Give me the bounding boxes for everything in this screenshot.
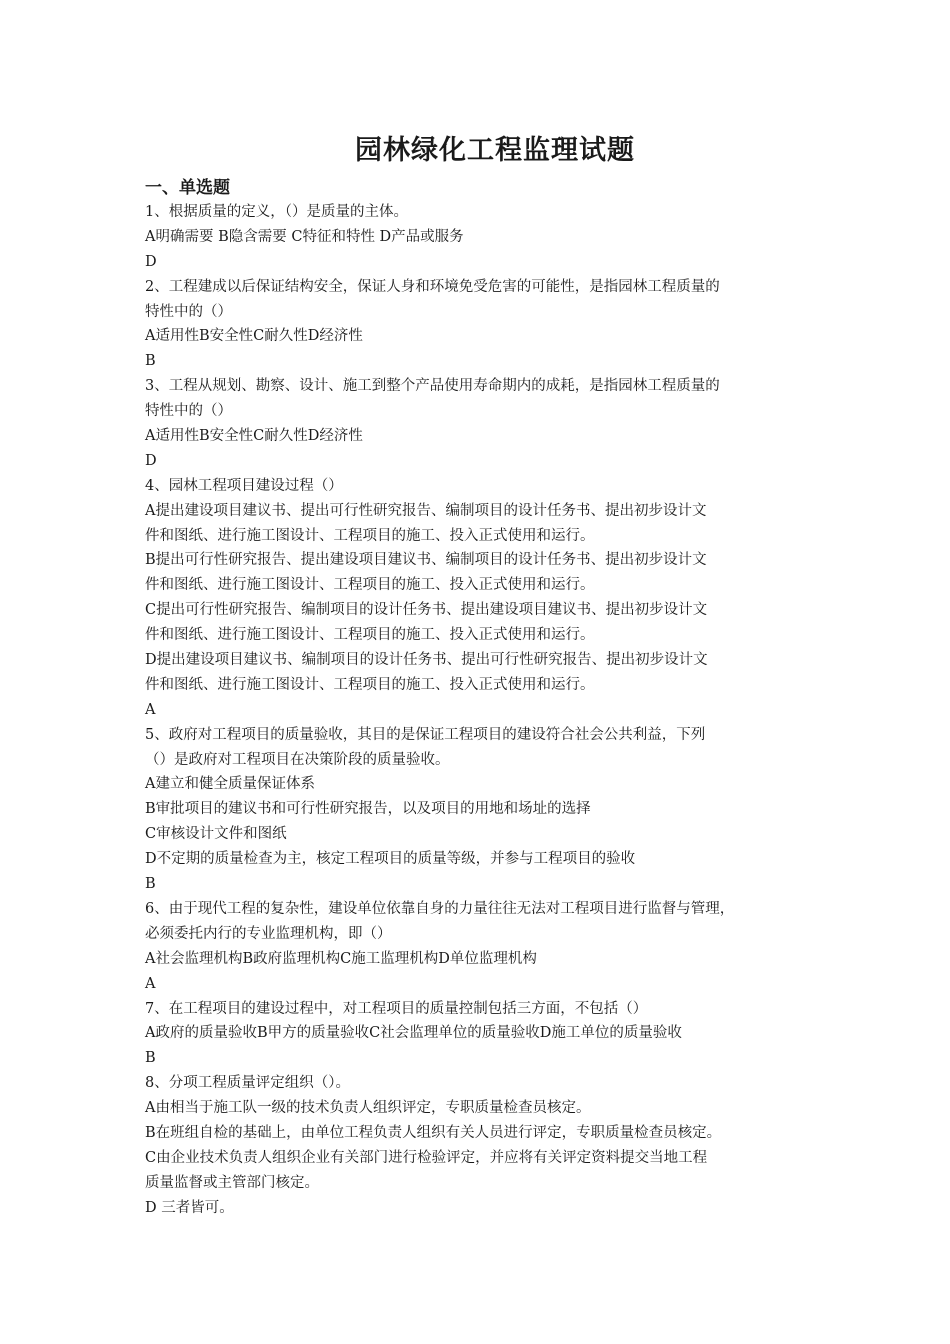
section-title: 一、单选题 [145,178,230,198]
text-line: 3、工程从规划、勘察、设计、施工到整个产品使用寿命期内的成耗，是指园林工程质量的 [145,378,720,395]
text-line: 件和图纸、进行施工图设计、工程项目的施工、投入正式使用和运行。 [145,527,595,544]
document-title: 园林绿化工程监理试题 [355,135,635,166]
text-line: 件和图纸、进行施工图设计、工程项目的施工、投入正式使用和运行。 [145,676,595,693]
text-line: 6、由于现代工程的复杂性，建设单位依靠自身的力量往往无法对工程项目进行监督与管理， [145,900,735,917]
text-line: B [145,876,156,893]
text-line: 特性中的（） [145,403,232,420]
text-line: C提出可行性研究报告、编制项目的设计任务书、提出建设项目建议书、提出初步设计文 [145,602,708,619]
text-line: 件和图纸、进行施工图设计、工程项目的施工、投入正式使用和运行。 [145,627,595,644]
text-line: B [145,1050,156,1067]
text-line: 必须委托内行的专业监理机构，即（） [145,925,392,942]
text-line: 2、工程建成以后保证结构安全，保证人身和环境免受危害的可能性，是指园林工程质量的 [145,278,720,295]
text-line: B提出可行性研究报告、提出建设项目建议书、编制项目的设计任务书、提出初步设计文 [145,552,707,569]
text-line: D不定期的质量检查为主，核定工程项目的质量等级，并参与工程项目的验收 [145,851,636,868]
text-line: A适用性B安全性C耐久性D经济性 [145,428,363,445]
text-line: 4、园林工程项目建设过程（） [145,477,343,494]
text-line: A社会监理机构B政府监理机构C施工监理机构D单位监理机构 [145,950,537,967]
text-line: B审批项目的建议书和可行性研究报告，以及项目的用地和场址的选择 [145,801,591,818]
text-line: A适用性B安全性C耐久性D经济性 [145,328,363,345]
text-line: D [145,452,157,469]
text-line: A政府的质量验收B甲方的质量验收C社会监理单位的质量验收D施工单位的质量验收 [145,1025,682,1042]
text-line: 特性中的（） [145,303,232,320]
text-line: A明确需要 B隐含需要 C特征和特性 D产品或服务 [145,228,464,245]
text-line: 质量监督或主管部门核定。 [145,1174,319,1191]
text-line: D [145,253,157,270]
text-line: C审核设计文件和图纸 [145,826,287,843]
text-line: 件和图纸、进行施工图设计、工程项目的施工、投入正式使用和运行。 [145,577,595,594]
text-line: 5、政府对工程项目的质量验收，其目的是保证工程项目的建设符合社会公共利益，下列 [145,726,706,743]
text-line: 1、根据质量的定义，（）是质量的主体。 [145,204,408,220]
text-line: A建立和健全质量保证体系 [145,776,315,793]
text-line: A [145,975,156,992]
text-line: B [145,353,156,370]
text-line: 8、分项工程质量评定组织（）。 [145,1075,350,1092]
text-line: （）是政府对工程项目在决策阶段的质量验收。 [145,751,450,768]
text-line: C由企业技术负责人组织企业有关部门进行检验评定，并应将有关评定资料提交当地工程 [145,1149,708,1166]
document-page [145,130,825,1221]
text-line: 7、在工程项目的建设过程中，对工程项目的质量控制包括三方面，不包括（） [145,1000,648,1017]
text-line: A提出建设项目建议书、提出可行性研究报告、编制项目的设计任务书、提出初步设计文 [145,502,707,519]
text-line: D 三者皆可。 [145,1199,234,1216]
text-line: A [145,701,156,718]
text-line: B在班组自检的基础上，由单位工程负责人组织有关人员进行评定，专职质量检查员核定。 [145,1124,722,1141]
text-line: A由相当于施工队一级的技术负责人组织评定，专职质量检查员核定。 [145,1100,591,1117]
text-line: D提出建设项目建议书、编制项目的设计任务书、提出可行性研究报告、提出初步设计文 [145,652,708,669]
